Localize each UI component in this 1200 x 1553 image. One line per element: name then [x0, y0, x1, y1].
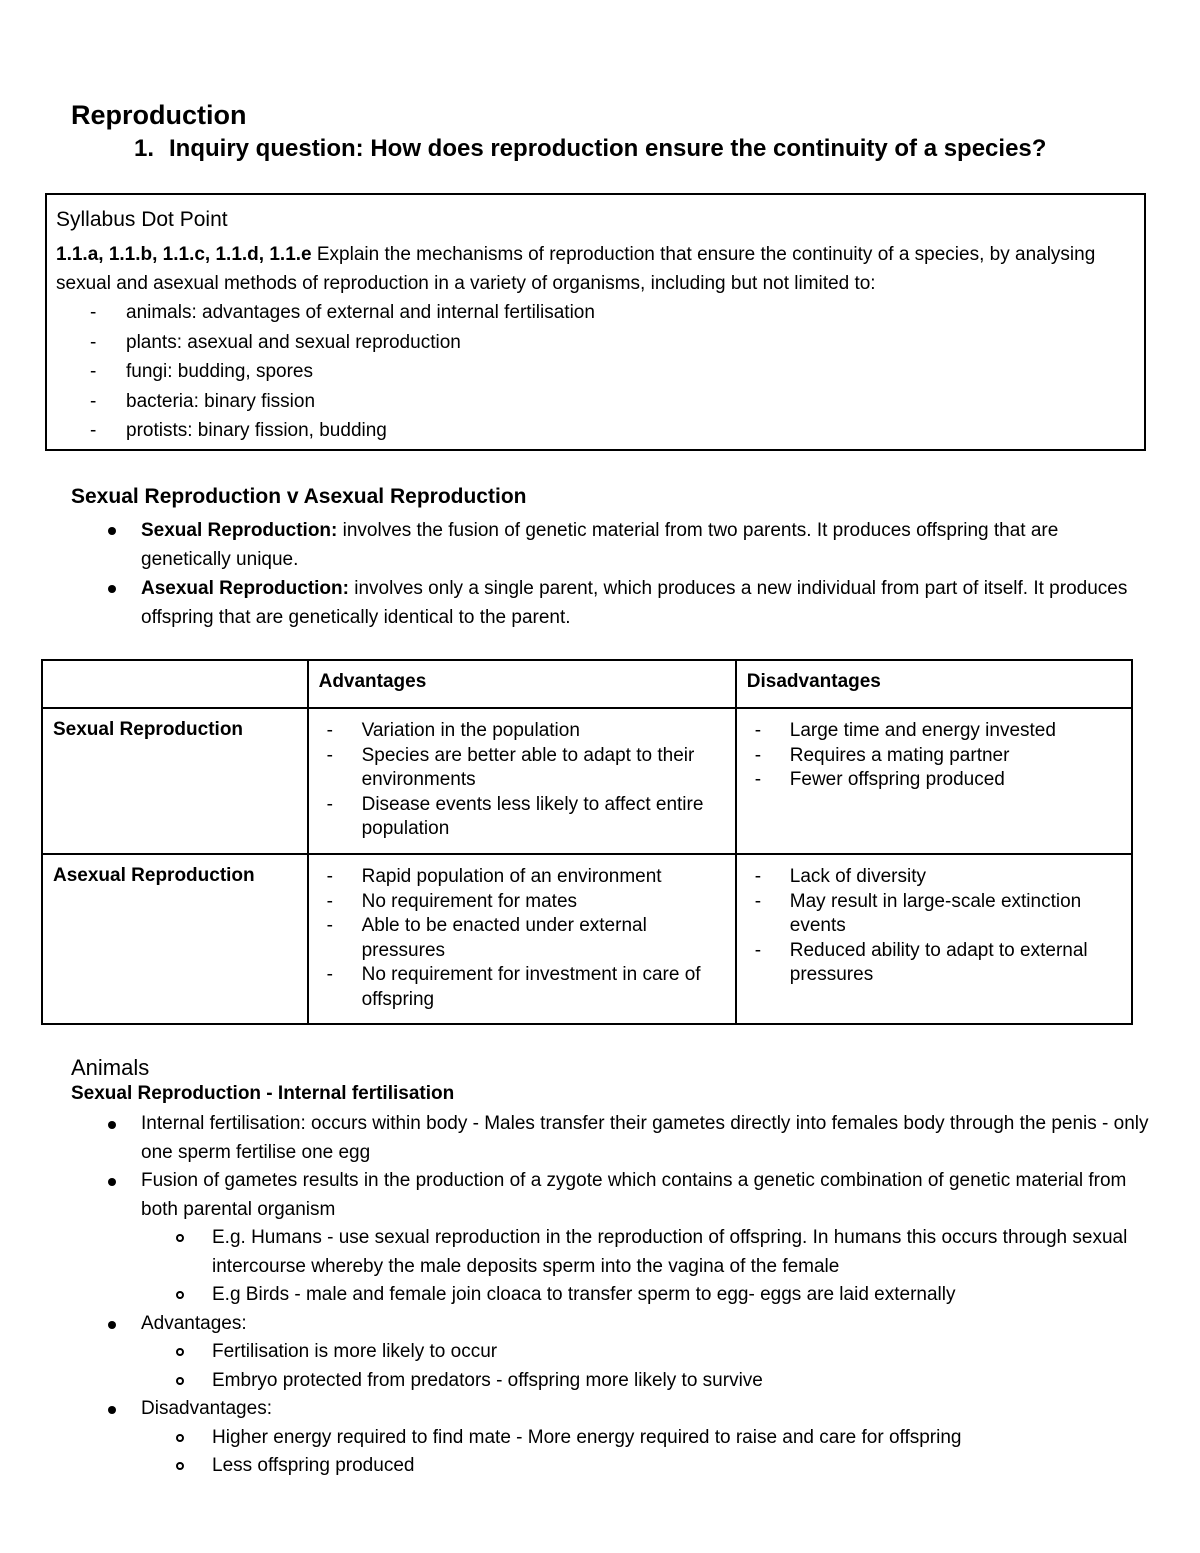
definition: involves the fusion of genetic material from two parents. It produces offspring that are genetically unique.	[141, 520, 1059, 570]
list-item: - protists: binary fission, budding	[90, 420, 387, 441]
syllabus-item-text: bacteria: binary fission	[126, 390, 316, 412]
syllabus-body	[56, 240, 1141, 446]
list-item: - Species are better able to adapt to their environments	[326, 744, 695, 790]
syllabus-text: Explain the mechanisms of reproduction that ensure the continuity of a species, by analysing sexual and asexual methods of reproduction in a variety of organisms, including but not limited to:	[56, 244, 1096, 294]
list-item: - Requires a mating partner	[754, 744, 1010, 766]
table-row	[42, 708, 1132, 854]
list-item: - bacteria: binary fission	[90, 390, 316, 412]
syllabus-box	[45, 193, 1146, 451]
list-item	[104, 574, 1134, 632]
list-subitem: Less offspring produced	[104, 1452, 1164, 1481]
animals-subheading: Sexual Reproduction - Internal fertilisation	[71, 1083, 455, 1104]
list-subitem: E.g. Humans - use sexual reproduction in the reproduction of offspring. In humans this occurs through sexual intercourse whereby the male deposits sperm into the vagina of the female	[104, 1224, 1164, 1281]
list-subitem: E.g Birds - male and female join cloaca to transfer sperm to egg- eggs are laid externally	[104, 1281, 1164, 1310]
list-subitem: Higher energy required to find mate - More energy required to raise and care for offspring	[104, 1424, 1164, 1453]
circle-bullet-icon	[176, 1234, 184, 1242]
list-item: - No requirement for investment in care of offspring	[326, 964, 701, 1010]
bullet-icon	[108, 527, 116, 535]
disadvantages-cell	[736, 854, 1132, 1024]
circle-bullet-icon	[176, 1348, 184, 1356]
bullet-icon	[108, 1121, 116, 1129]
syllabus-description	[56, 240, 1141, 298]
list-item: - Large time and energy invested	[754, 720, 1056, 741]
syllabus-item-text: animals: advantages of external and internal fertilisation	[126, 302, 595, 323]
list-item: - Fewer offspring produced	[754, 769, 1005, 790]
list-item: - fungi: budding, spores	[90, 361, 313, 382]
inquiry-text: Inquiry question: How does reproduction ensure the continuity of a species?	[169, 135, 1047, 162]
comparison-table	[41, 659, 1133, 1025]
comparison-list	[104, 516, 1134, 632]
list-item: - No requirement for mates	[326, 890, 578, 912]
inquiry-question	[134, 135, 1046, 163]
advantages-cell	[308, 854, 736, 1024]
page-title: Reproduction	[71, 100, 247, 130]
list-item	[104, 516, 1134, 574]
table-header-cell: Disadvantages	[736, 660, 1132, 708]
bullet-icon	[108, 1178, 116, 1186]
list-item: Disadvantages:	[104, 1395, 1164, 1424]
syllabus-item-text: plants: asexual and sexual reproduction	[126, 331, 461, 353]
bullet-icon	[108, 1406, 116, 1414]
list-item: - animals: advantages of external and internal fertilisation	[90, 302, 595, 323]
list-item: - Reduced ability to adapt to external pressures	[754, 939, 1088, 985]
list-item: - Lack of diversity	[754, 866, 926, 887]
animals-list	[104, 1110, 1164, 1481]
list-item: - Rapid population of an environment	[326, 866, 662, 887]
list-item: - plants: asexual and sexual reproduction	[90, 331, 461, 353]
row-label: Asexual Reproduction	[42, 854, 308, 1024]
row-label: Sexual Reproduction	[42, 708, 308, 854]
list-subitem: Embryo protected from predators - offspring more likely to survive	[104, 1367, 1164, 1396]
list-item: - Disease events less likely to affect entire population	[326, 793, 704, 839]
bullet-icon	[108, 585, 116, 593]
list-item: - Able to be enacted under external pressures	[326, 915, 647, 961]
syllabus-item-text: protists: binary fission, budding	[126, 420, 387, 441]
table-row	[42, 854, 1132, 1024]
list-subitem: Fertilisation is more likely to occur	[104, 1338, 1164, 1367]
comparison-heading: Sexual Reproduction v Asexual Reproduction	[71, 485, 527, 508]
syllabus-codes: 1.1.a, 1.1.b, 1.1.c, 1.1.d, 1.1.e	[56, 244, 312, 265]
syllabus-heading: Syllabus Dot Point	[56, 208, 228, 231]
definition: involves only a single parent, which produces a new individual from part of itself. It produces offspring that are genetically identical to the parent.	[141, 578, 1128, 628]
term: Sexual Reproduction:	[141, 520, 338, 541]
circle-bullet-icon	[176, 1377, 184, 1385]
list-item: Advantages:	[104, 1310, 1164, 1339]
list-item: Internal fertilisation: occurs within body - Males transfer their gametes directly into females body through the penis - only one sperm fertilise one egg	[104, 1110, 1164, 1167]
table-header-cell: Advantages	[308, 660, 736, 708]
circle-bullet-icon	[176, 1291, 184, 1299]
syllabus-item-text: fungi: budding, spores	[126, 361, 313, 382]
list-item: - May result in large-scale extinction events	[754, 890, 1082, 936]
syllabus-list	[56, 298, 1141, 446]
term: Asexual Reproduction:	[141, 578, 349, 599]
list-item: - Variation in the population	[326, 720, 580, 741]
bullet-icon	[108, 1321, 116, 1329]
inquiry-number: 1.	[134, 135, 155, 162]
table-header-row	[42, 660, 1132, 708]
advantages-cell	[308, 708, 736, 854]
disadvantages-cell	[736, 708, 1132, 854]
list-item: Fusion of gametes results in the production of a zygote which contains a genetic combination of genetic material from both parental organism	[104, 1167, 1164, 1224]
table-header-cell	[42, 660, 308, 708]
animals-heading: Animals	[71, 1055, 150, 1080]
circle-bullet-icon	[176, 1434, 184, 1442]
circle-bullet-icon	[176, 1462, 184, 1470]
